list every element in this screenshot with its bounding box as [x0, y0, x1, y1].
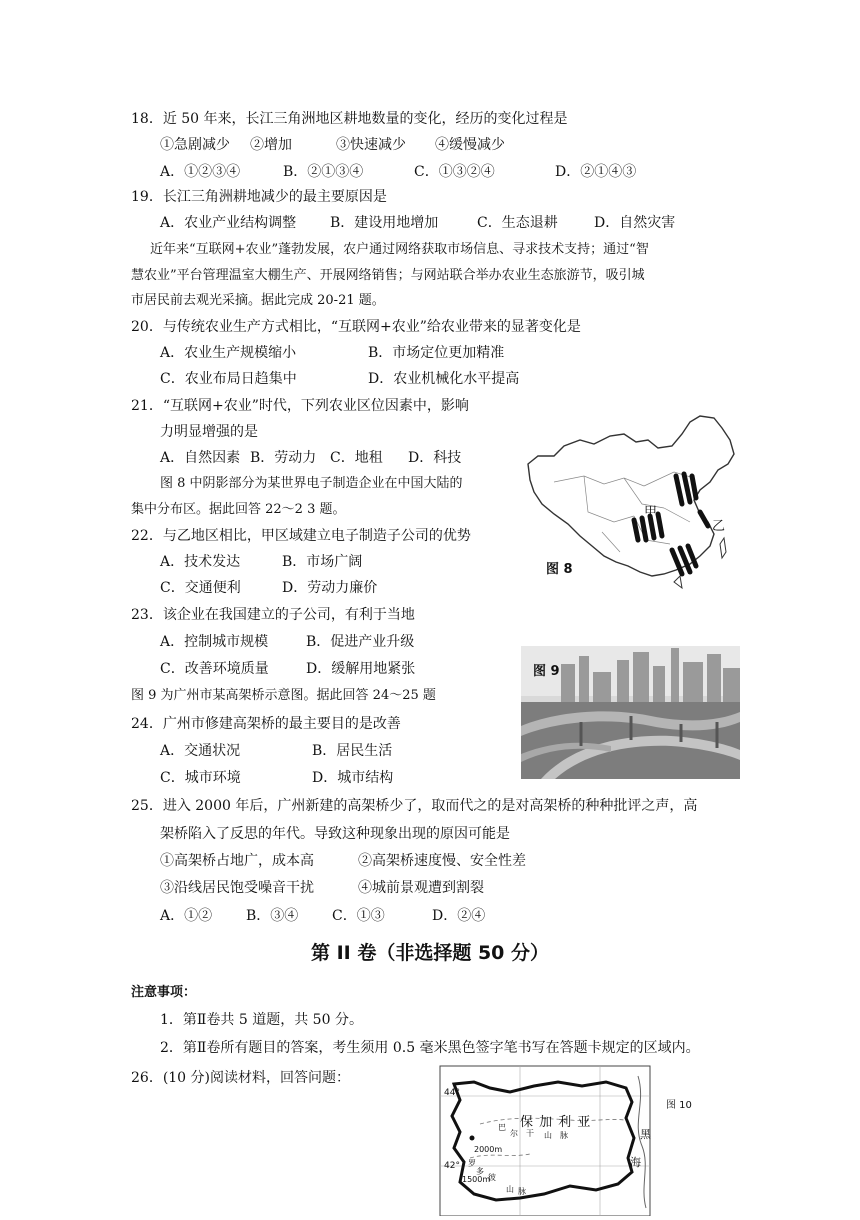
q18-options	[160, 162, 636, 182]
q25-options	[160, 906, 485, 926]
q20-option-c: C．农业布局日趋集中	[160, 371, 297, 387]
q23-option-b: B．促进产业升级	[306, 634, 415, 650]
material-20-21-line2: 慧农业”平台管理温室大棚生产、开展网络销售；与网站联合举办农业生态旅游节，吸引城	[131, 268, 645, 283]
q22-option-a: A．技术发达	[160, 554, 241, 570]
q24-options-row2	[160, 768, 393, 788]
elevation-2000-label: 2000m	[474, 1145, 503, 1154]
q25-stem-line1: 25．进入 2000 年后，广州新建的高架桥少了，取而代之的是对高架桥的种种批评之声，高	[131, 798, 698, 814]
fig8-label-jia: 甲	[644, 505, 658, 520]
sea-label-1: 黑	[640, 1128, 651, 1141]
q20-option-a: A．农业生产规模缩小	[160, 345, 297, 361]
q23-option-c: C．改善环境质量	[160, 661, 269, 677]
q23-option-d: D．缓解用地紧张	[306, 661, 416, 677]
svg-text:山: 山	[506, 1185, 514, 1194]
china-outline	[528, 416, 734, 576]
q25-stem-line2: 架桥陷入了反思的年代。导致这种现象出现的原因可能是	[160, 826, 510, 842]
q21-stem-line2: 力明显增强的是	[160, 424, 258, 440]
q19-option-c: C．生态退耕	[477, 215, 558, 231]
q18-item: ④缓慢减少	[435, 137, 505, 153]
notice-1: 1．第Ⅱ卷共 5 道题，共 50 分。	[160, 1012, 363, 1028]
svg-text:脉: 脉	[560, 1131, 568, 1140]
q24-options-row1	[160, 741, 392, 761]
bulgaria-map-svg	[410, 1062, 700, 1216]
notice-title: 注意事项：	[131, 985, 197, 1000]
fig8-label-yi: 乙	[712, 519, 726, 534]
svg-text:脉: 脉	[518, 1187, 526, 1196]
q20-option-b: B．市场定位更加精准	[368, 345, 505, 361]
q24-option-c: C．城市环境	[160, 770, 241, 786]
material-20-21-line3: 市居民前去观光采摘。据此完成 20-21 题。	[131, 293, 385, 308]
q23-options-row2	[160, 659, 415, 679]
q22-option-b: B．市场广阔	[282, 554, 363, 570]
material-22-23-line1: 图 8 中阴影部分为某世界电子制造企业在中国大陆的	[160, 476, 463, 491]
q19-options	[160, 213, 675, 233]
q18-item: ②增加	[250, 137, 292, 153]
fig10-caption: 图 10	[666, 1100, 692, 1111]
q25-items-row2	[160, 878, 484, 898]
q23-option-a: A．控制城市规模	[160, 634, 269, 650]
svg-text:尔: 尔	[510, 1129, 518, 1138]
q25-items-row1	[160, 851, 526, 871]
q18-option-a: A．①②③④	[160, 164, 241, 180]
figure-8-china-map	[524, 412, 740, 592]
q21-option-a: A．自然因素	[160, 450, 241, 466]
lat-42-label: 42°	[444, 1161, 460, 1171]
figure-9-overpass-photo	[521, 646, 740, 779]
q24-option-d: D．城市结构	[312, 770, 394, 786]
part2-heading: 第 II 卷（非选择题 50 分）	[310, 942, 550, 964]
svg-text:山: 山	[544, 1131, 552, 1140]
material-24-25: 图 9 为广州市某高架桥示意图。据此回答 24～25 题	[131, 688, 436, 703]
q19-option-b: B．建设用地增加	[330, 215, 439, 231]
q25-option-c: C．①③	[332, 908, 385, 924]
svg-text:罗: 罗	[468, 1159, 476, 1168]
q18-option-d: D．②①④③	[555, 164, 637, 180]
svg-text:多: 多	[476, 1167, 484, 1176]
svg-text:彼: 彼	[488, 1173, 496, 1182]
q20-options-row1	[160, 343, 504, 363]
q24-option-b: B．居民生活	[312, 743, 393, 759]
sea-label-2: 海	[630, 1156, 641, 1169]
q24-stem: 24．广州市修建高架桥的最主要目的是改善	[131, 716, 401, 732]
q18-option-c: C．①③②④	[414, 164, 495, 180]
q22-option-d: D．劳动力廉价	[282, 580, 378, 596]
elevation-1500-label: 1500m	[462, 1175, 491, 1184]
q21-option-c: C．地租	[330, 450, 383, 466]
q19-stem: 19．长江三角洲耕地减少的最主要原因是	[131, 189, 387, 205]
q22-stem: 22．与乙地区相比，甲区域建立电子制造子公司的优势	[131, 528, 471, 544]
q18-option-b: B．②①③④	[283, 164, 364, 180]
svg-text:干: 干	[526, 1129, 534, 1138]
q25-item: ③沿线居民饱受噪音干扰	[160, 880, 314, 896]
q25-option-d: D．②④	[432, 908, 486, 924]
country-label: 保 加 利 亚	[520, 1115, 592, 1130]
q23-stem: 23．该企业在我国建立的子公司，有利于当地	[131, 607, 415, 623]
q25-item: ②高架桥速度慢、安全性差	[358, 853, 526, 869]
lat-44-label: 44°	[444, 1088, 460, 1098]
q22-option-c: C．交通便利	[160, 580, 241, 596]
q19-option-d: D．自然灾害	[594, 215, 676, 231]
q25-item: ④城前景观遭到割裂	[358, 880, 484, 896]
q21-option-d: D．科技	[408, 450, 462, 466]
q20-stem: 20．与传统农业生产方式相比，“互联网+农业”给农业带来的显著变化是	[131, 319, 581, 335]
q19-option-a: A．农业产业结构调整	[160, 215, 297, 231]
q18-item: ①急剧减少	[160, 137, 230, 153]
q24-option-a: A．交通状况	[160, 743, 241, 759]
q21-option-b: B．劳动力	[250, 450, 317, 466]
q20-options-row2	[160, 369, 519, 389]
figure-10-bulgaria-map	[410, 1062, 700, 1216]
q21-stem-line1: 21．“互联网+农业”时代，下列农业区位因素中，影响	[131, 398, 469, 414]
q18-items	[160, 135, 505, 155]
q23-options-row1	[160, 632, 414, 652]
q26-stem: 26．(10 分)阅读材料，回答问题：	[131, 1070, 351, 1086]
q25-option-b: B．③④	[246, 908, 299, 924]
q21-options	[160, 448, 461, 468]
svg-text:巴: 巴	[498, 1123, 506, 1132]
q25-item: ①高架桥占地广，成本高	[160, 853, 314, 869]
fig8-caption: 图 8	[546, 562, 573, 577]
q18-stem: 18．近 50 年来，长江三角洲地区耕地数量的变化，经历的变化过程是	[131, 111, 568, 127]
notice-2: 2．第Ⅱ卷所有题目的答案，考生须用 0.5 毫米黑色签字笔书写在答题卡规定的区域内。	[160, 1040, 700, 1056]
q18-item: ③快速减少	[336, 137, 406, 153]
q22-options-row1	[160, 552, 362, 572]
q22-options-row2	[160, 578, 377, 598]
q25-option-a: A．①②	[160, 908, 213, 924]
material-20-21-line1: 近年来“互联网+农业”蓬勃发展，农户通过网络获取市场信息、寻求技术支持；通过“智	[150, 242, 649, 257]
fig9-caption: 图 9	[533, 664, 560, 679]
q20-option-d: D．农业机械化水平提高	[368, 371, 520, 387]
material-22-23-line2: 集中分布区。据此回答 22～2 3 题。	[131, 502, 346, 517]
city-dot	[470, 1136, 475, 1141]
